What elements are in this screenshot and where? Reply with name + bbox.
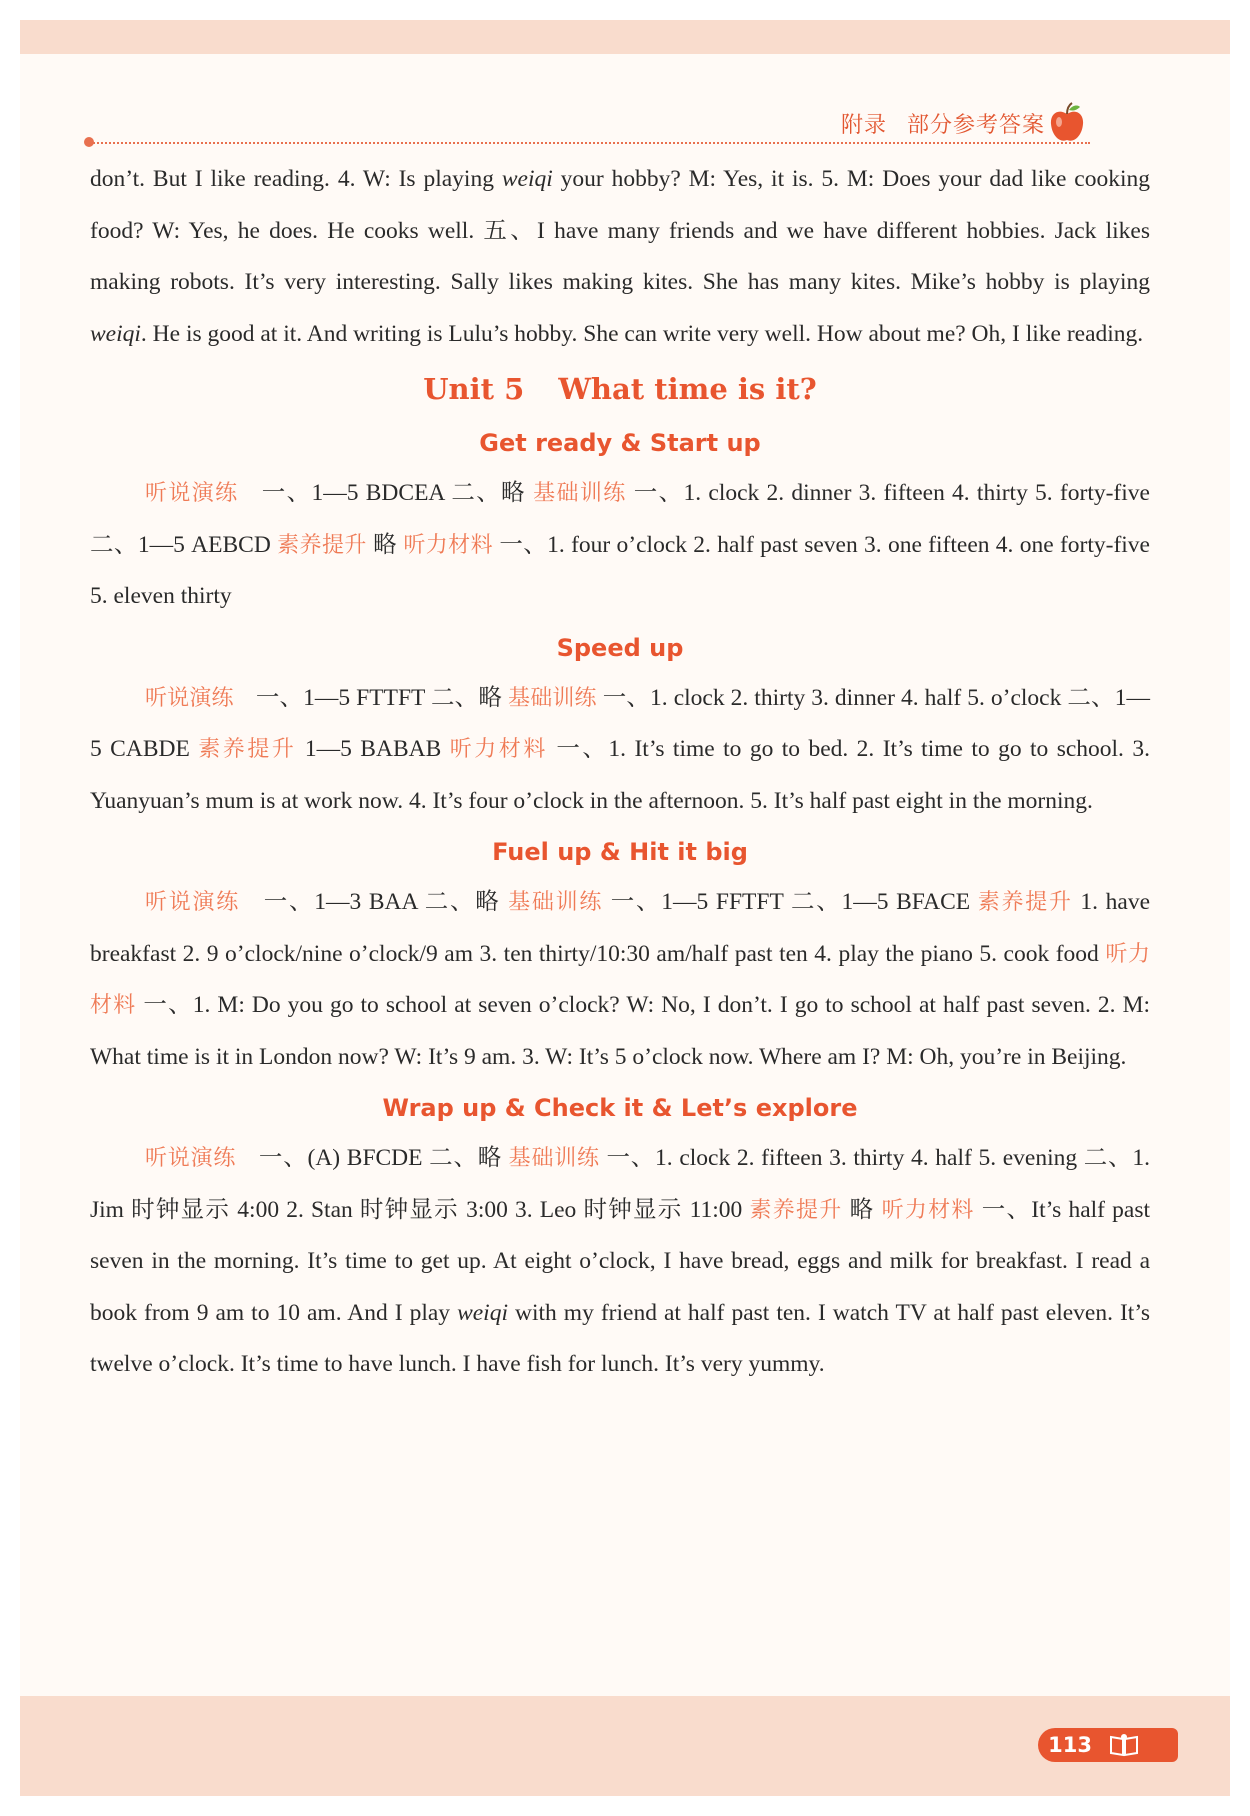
s3-text-b: 一、1—5 FFTFT 二、1—5 BFACE xyxy=(603,889,978,915)
s4-text-d2: with my friend at half past ten. I watch TV at half past eleven. It’s twelve o’clock. It’s time to have lunch. I have fish for lunch. It’s very yummy. xyxy=(90,1299,1150,1377)
header-dotted-rule xyxy=(90,142,1090,144)
intro-text-3: . He is good at it. And writing is Lulu’s hobby. She can write very well. How about me? Oh, I like reading. xyxy=(140,320,1144,347)
tag-tingli: 听力材料 xyxy=(403,532,494,558)
s4-text-c: 略 xyxy=(842,1196,882,1223)
s1-text-b: 一、1. clock 2. dinner 3. fifteen 4. thirty 5. forty-five 二、1—5 AEBCD xyxy=(90,480,1150,558)
tag-suyang: 素养提升 xyxy=(198,737,297,762)
s3-text-c: 1. have breakfast 2. 9 o’clock/nine o’clock/9 am 3. ten thirty/10:30 am/half past ten 4. play the piano 5. cook food xyxy=(90,889,1150,967)
s2-text-a: 一、1—5 FTTFT 二、略 xyxy=(255,684,509,711)
unit-title: What time is it? xyxy=(558,372,817,406)
s4-text-d1: 一、It’s half past seven in the morning. It’s time to get up. At eight o’clock, I have bread, eggs and milk for breakfast. I read a book from 9 am to 10 am. And I play xyxy=(90,1196,1150,1326)
section-3-answers xyxy=(90,877,1150,1083)
s3-text-d: 一、1. M: Do you go to school at seven o’clock? W: No, I don’t. I go to school at half past seven. 2. M: What time is it in London now? W: It’s 9 am. 3. W: It’s 5 o’clock now. Where am I? M: Oh, you’re in Beijing. xyxy=(90,992,1150,1070)
section-heading-2: Speed up xyxy=(556,633,684,662)
s4-text-a: 一、(A) BFCDE 二、略 xyxy=(258,1145,509,1171)
tag-jichu: 基础训练 xyxy=(533,481,627,506)
tag-tingshuo: 听说演练 xyxy=(145,890,240,915)
section-4-answers xyxy=(90,1133,1150,1391)
top-band xyxy=(20,20,1230,54)
apple-icon xyxy=(1048,102,1086,144)
unit-number: Unit 5 xyxy=(423,372,525,406)
tag-jichu: 基础训练 xyxy=(508,1146,600,1171)
page-number-badge xyxy=(1038,1728,1178,1762)
tag-suyang: 素养提升 xyxy=(277,532,367,558)
s1-text-a: 一、1—5 BDCEA 二、略 xyxy=(260,480,534,506)
page-number-tail xyxy=(1146,1728,1178,1762)
intro-paragraph xyxy=(90,154,1150,360)
unit-heading xyxy=(90,360,1150,418)
tag-tingli: 听力材料 xyxy=(881,1197,975,1223)
section-heading-1: Get ready & Start up xyxy=(479,429,761,457)
s2-text-b: 一、1. clock 2. thirty 3. dinner 4. half 5. o’clock 二、1—5 CABDE xyxy=(90,684,1150,762)
intro-weiqi-2: weiqi xyxy=(90,320,141,347)
s1-text-c: 略 xyxy=(366,531,404,558)
section-heading-4: Wrap up & Check it & Let’s explore xyxy=(382,1094,858,1122)
page-number: 113 xyxy=(1038,1728,1102,1762)
section-heading-3: Fuel up & Hit it big xyxy=(492,838,748,866)
s4-text-b: 一、1. clock 2. fifteen 3. thirty 4. half 5. evening 二、1. Jim 时钟显示 4:00 2. Stan 时钟显示 3:00 3. Leo 时钟显示 11:00 xyxy=(90,1145,1150,1223)
tag-jichu: 基础训练 xyxy=(508,890,604,915)
intro-text-2: your hobby? M: Yes, it is. 5. M: Does your dad like cooking food? W: Yes, he does. He cooks well. 五、I have many friends and we have different hobbies. Jack likes making robots. It’s very interesting. Sally likes making kites. She has many kites. Mike’s hobby is playing xyxy=(90,166,1150,295)
tag-tingshuo: 听说演练 xyxy=(145,1146,237,1171)
page-header xyxy=(90,90,1150,150)
header-answers: 部分参考答案 xyxy=(906,113,1045,138)
answer-content xyxy=(90,154,1150,1391)
section-2-answers xyxy=(90,673,1150,828)
s2-text-c: 1—5 BABAB xyxy=(296,736,450,762)
s2-text-d: 一、1. It’s time to go to bed. 2. It’s time to go to school. 3. Yuanyuan’s mum is at work now. 4. It’s four o’clock in the afternoon. 5. It’s half past eight in the morning. xyxy=(90,736,1150,814)
intro-weiqi-1: weiqi xyxy=(501,166,553,192)
tag-tingli: 听力材料 xyxy=(90,941,1150,1018)
tag-suyang: 素养提升 xyxy=(977,890,1073,915)
s1-text-d: 一、1. four o’clock 2. half past seven 3. one fifteen 4. one forty-five 5. eleven thirty xyxy=(90,531,1150,609)
header-appendix: 附录 xyxy=(840,113,887,138)
s4-weiqi: weiqi xyxy=(457,1299,508,1326)
tag-tingshuo: 听说演练 xyxy=(145,685,234,711)
s3-text-a: 一、1—3 BAA 二、略 xyxy=(262,889,509,915)
page xyxy=(20,20,1230,1796)
tag-tingshuo: 听说演练 xyxy=(145,481,239,506)
tag-jichu: 基础训练 xyxy=(508,685,597,711)
intro-text-1: don’t. But I like reading. 4. W: Is playing xyxy=(90,166,502,192)
book-icon xyxy=(1102,1728,1146,1762)
tag-suyang: 素养提升 xyxy=(749,1197,843,1223)
tag-tingli: 听力材料 xyxy=(449,737,548,762)
header-label xyxy=(841,108,1045,139)
section-1-answers xyxy=(90,468,1150,623)
